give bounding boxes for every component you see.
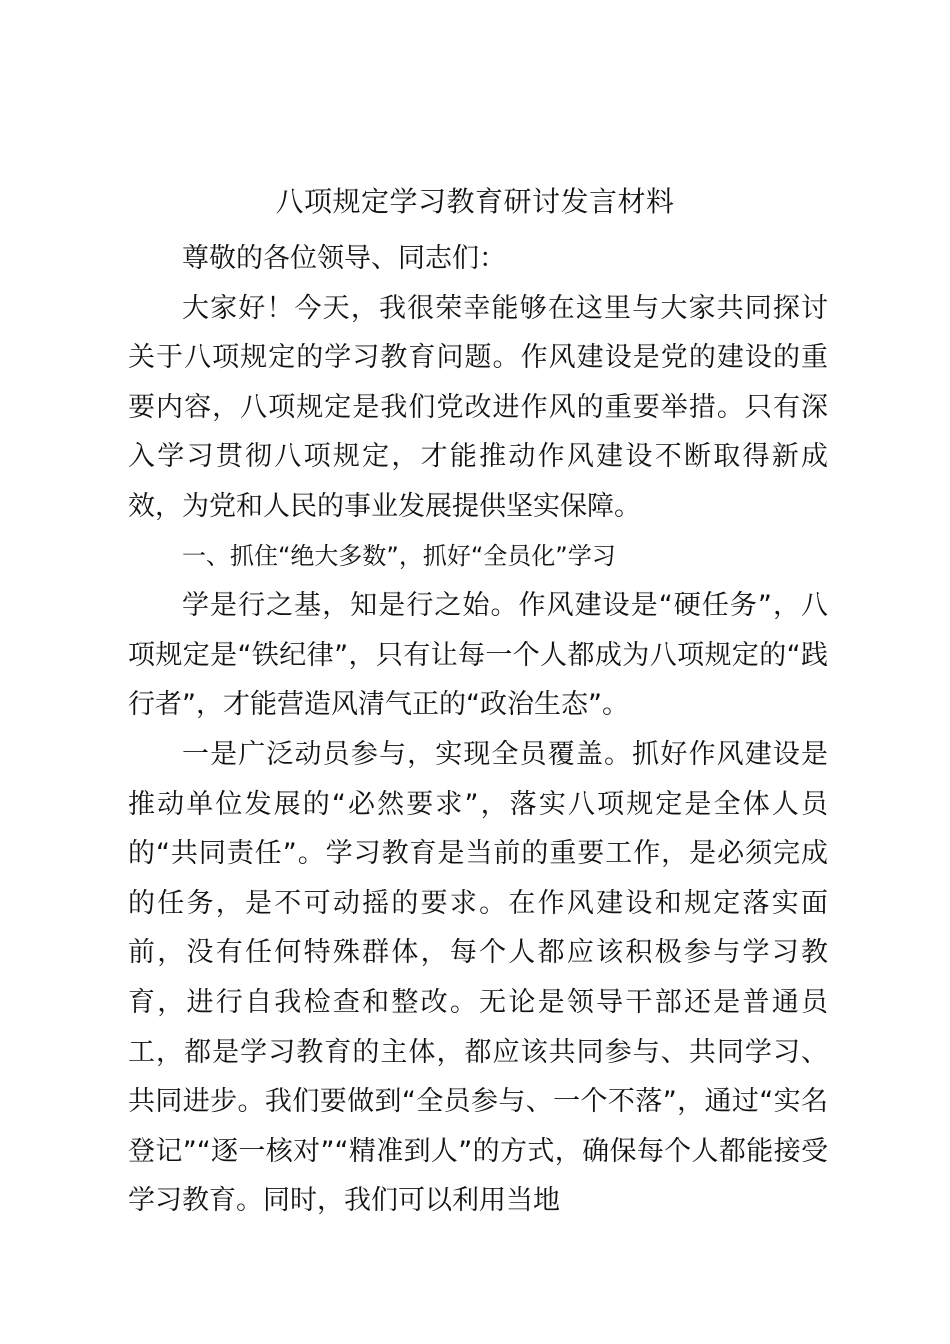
- opening-paragraph: 大家好！今天，我很荣幸能够在这里与大家共同探讨关于八项规定的学习教育问题。作风建设是党的建设的重要内容，八项规定是我们党改进作风的重要举措。只有深入学习贯彻八项规定，才能推动作风建设不断取得新成效，为党和人民的事业发展提供坚实保障。: [128, 292, 828, 522]
- document-title: 八项规定学习教育研讨发言材料: [275, 185, 675, 218]
- section-heading-1: 一、抓住“绝大多数”，抓好“全员化”学习: [182, 541, 616, 570]
- salutation-paragraph: 尊敬的各位领导、同志们：: [182, 243, 506, 274]
- document-body: [128, 234, 828, 1226]
- section-1-point-1-paragraph: 一是广泛动员参与，实现全员覆盖。抓好作风建设是推动单位发展的“必然要求”，落实八项规定是全体人员的“共同责任”。学习教育是当前的重要工作，是必须完成的任务，是不可动摇的要求。在作风建设和规定落实面前，没有任何特殊群体，每个人都应该积极参与学习教育，进行自我检查和整改。无论是领导干部还是普通员工，都是学习教育的主体，都应该共同参与、共同学习、共同进步。我们要做到“全员参与、一个不落”，通过“实名登记”“逐一核对”“精准到人”的方式，确保每个人都能接受学习教育。同时，我们可以利用当地: [128, 738, 828, 1217]
- section-1-intro-paragraph: 学是行之基，知是行之始。作风建设是“硬任务”，八项规定是“铁纪律”，只有让每一个人都成为八项规定的“践行者”，才能营造风清气正的“政治生态”。: [128, 590, 828, 721]
